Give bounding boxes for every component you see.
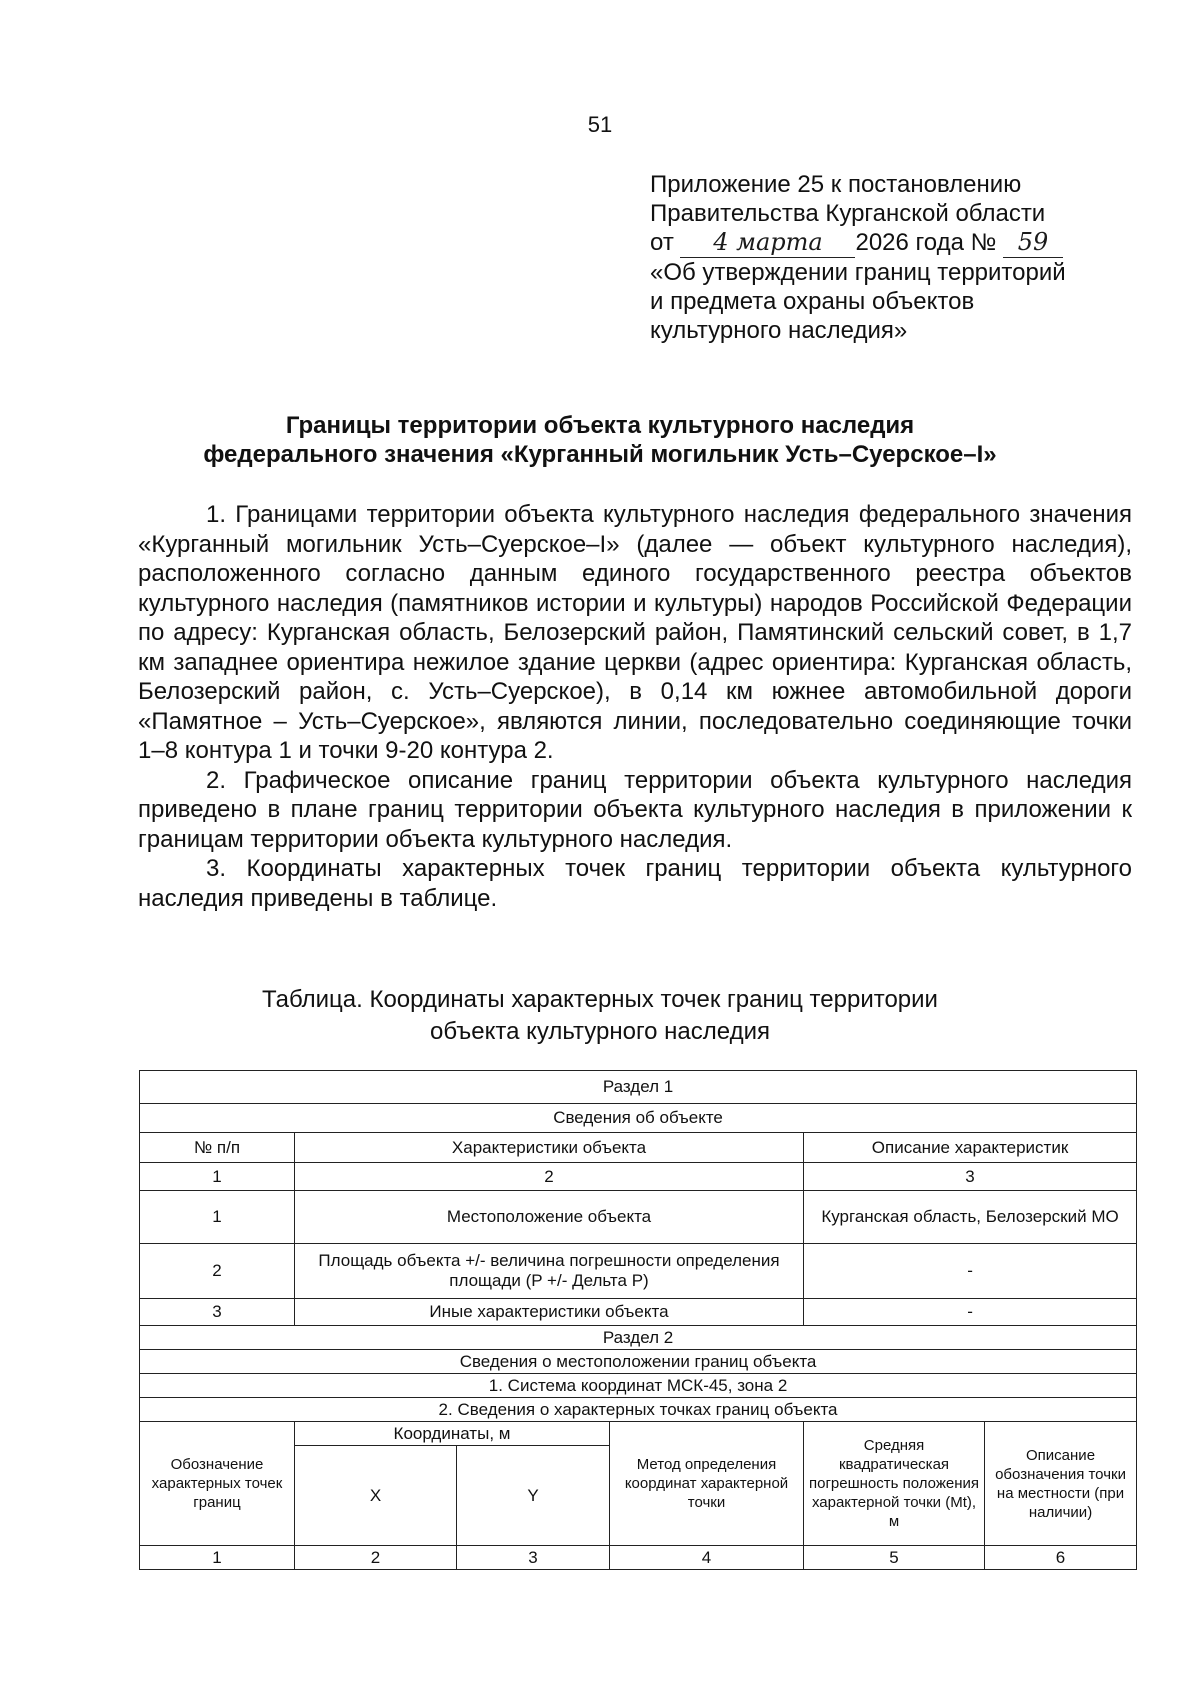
- coordinates-table: [139, 1070, 1137, 1570]
- location-info-header: Сведения о местоположении границ объекта: [140, 1350, 1137, 1374]
- row-characteristic: Площадь объекта +/- величина погрешности определения площади (P +/- Дельта P): [295, 1244, 804, 1299]
- column-number-6: 6: [985, 1546, 1137, 1570]
- points-info-header: 2. Сведения о характерных точках границ объекта: [140, 1398, 1137, 1422]
- row-number: 1: [140, 1191, 295, 1244]
- table-caption: [0, 984, 1200, 1048]
- appendix-line-4: «Об утверждении границ территорий: [650, 259, 1066, 286]
- x-header: X: [295, 1446, 457, 1546]
- column-number-5: 5: [804, 1546, 985, 1570]
- description-header: Описание обозначения точки на местности (при наличии): [985, 1422, 1137, 1546]
- column-number-3: 3: [457, 1546, 610, 1570]
- paragraph-1: 1. Границами территории объекта культурного наследия федерального значения «Курганный могильник Усть–Суерское–I» (далее — объект культурного наследия), расположенного согласно данным единого государственного реестра объектов культурного наследия (памятников истории и культуры) народов Российской Федерации по адресу: Курганская область, Белозерский район, Памятинский сельский совет, в 1,7 км западнее ориентира нежилое здание церкви (адрес ориентира: Курганская область, Белозерский район, с. Усть–Суерское), в 0,14 км южнее автомобильной дороги «Памятное – Усть–Суерское», являются линии, последовательно соединяющие точки 1–8 контура 1 и точки 9-20 контура 2.: [138, 501, 1132, 764]
- table-caption-line-2: объекта культурного наследия: [429, 1018, 771, 1045]
- row-number: 2: [140, 1244, 295, 1299]
- appendix-line-3: [650, 228, 1130, 258]
- point-designation-header: Обозначение характерных точек границ: [140, 1422, 295, 1546]
- method-header: Метод определения координат характерной точки: [610, 1422, 804, 1546]
- appendix-line-5: и предмета охраны объектов: [650, 288, 975, 315]
- table-row: [140, 1299, 1137, 1326]
- section-2-header: Раздел 2: [140, 1326, 1137, 1350]
- object-info-header: Сведения об объекте: [140, 1104, 1137, 1133]
- row-characteristic: Местоположение объекта: [295, 1191, 804, 1244]
- appendix-line-2: Правительства Курганской области: [650, 200, 1046, 227]
- appendix-line-1: Приложение 25 к постановлению: [650, 171, 1022, 198]
- coordinates-header: Координаты, м: [295, 1422, 610, 1446]
- accuracy-header: Средняя квадратическая погрешность положения характерной точки (Mt), м: [804, 1422, 985, 1546]
- row-value: Курганская область, Белозерский МО: [804, 1191, 1137, 1244]
- appendix-line-6: культурного наследия»: [650, 317, 908, 344]
- handwritten-date: 4 марта: [680, 228, 855, 258]
- page-number: 51: [587, 112, 613, 137]
- header-characteristics: Характеристики объекта: [295, 1133, 804, 1163]
- header-description: Описание характеристик: [804, 1133, 1137, 1163]
- handwritten-number: 59: [1003, 228, 1063, 258]
- coordinate-system-row: 1. Система координат МСК-45, зона 2: [140, 1374, 1137, 1398]
- paragraph-3: 3. Координаты характерных точек границ территории объекта культурного наследия приведены в таблице.: [138, 855, 1132, 912]
- appendix-prefix: от: [650, 229, 674, 256]
- header-number-1: 1: [140, 1163, 295, 1191]
- column-number-1: 1: [140, 1546, 295, 1570]
- table-row: [140, 1244, 1137, 1299]
- paragraph-2: 2. Графическое описание границ территории объекта культурного наследия приведено в плане границ территории объекта культурного наследия в приложении к границам территории объекта культурного наследия.: [138, 766, 1132, 853]
- document-title: [0, 411, 1200, 469]
- row-characteristic: Иные характеристики объекта: [295, 1299, 804, 1326]
- row-value: -: [804, 1299, 1137, 1326]
- column-number-4: 4: [610, 1546, 804, 1570]
- header-number: № п/п: [140, 1133, 295, 1163]
- row-number: 3: [140, 1299, 295, 1326]
- appendix-block: [650, 170, 1130, 345]
- title-line-1: Границы территории объекта культурного наследия: [285, 412, 915, 439]
- body-text: [138, 500, 1132, 913]
- section-1-header: Раздел 1: [140, 1071, 1137, 1104]
- appendix-year: 2026 года №: [855, 229, 997, 256]
- header-number-3: 3: [804, 1163, 1137, 1191]
- column-number-2: 2: [295, 1546, 457, 1570]
- table-caption-line-1: Таблица. Координаты характерных точек границ территории: [262, 986, 938, 1013]
- y-header: Y: [457, 1446, 610, 1546]
- row-value: -: [804, 1244, 1137, 1299]
- table-row: [140, 1191, 1137, 1244]
- header-number-2: 2: [295, 1163, 804, 1191]
- title-line-2: федерального значения «Курганный могильник Усть–Суерское–I»: [203, 441, 997, 468]
